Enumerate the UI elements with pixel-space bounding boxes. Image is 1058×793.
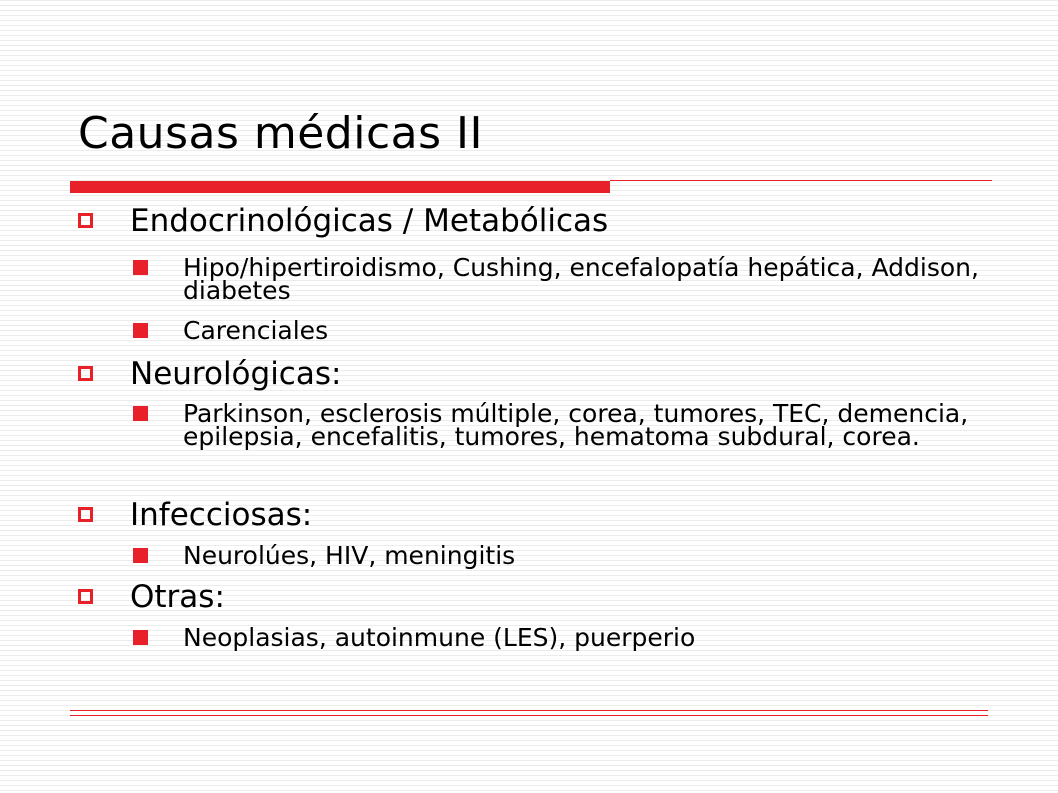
section-heading-text: Otras:: [130, 579, 225, 615]
title-underline-bar: [70, 181, 610, 193]
list-item-text: Neoplasias, autoinmune (LES), puerperio: [183, 623, 696, 652]
footer-rule: [70, 710, 988, 711]
hollow-square-bullet-icon: [78, 507, 93, 522]
section-heading-text: Endocrinológicas / Metabólicas: [130, 203, 609, 239]
filled-square-bullet-icon: [133, 406, 148, 421]
list-item: [183, 253, 983, 305]
list-item: [183, 623, 983, 652]
section-heading-infectious: [130, 497, 312, 533]
filled-square-bullet-icon: [133, 548, 148, 563]
list-item-text: Parkinson, esclerosis múltiple, corea, tumores, TEC, demencia, epilepsia, encefalitis, tumores, hematoma subdural, corea.: [183, 399, 969, 451]
filled-square-bullet-icon: [133, 323, 148, 338]
section-heading-text: Neurológicas:: [130, 356, 342, 392]
filled-square-bullet-icon: [133, 260, 148, 275]
section-heading-endocrine: [130, 203, 608, 239]
list-item-text: Hipo/hipertiroidismo, Cushing, encefalopatía hepática, Addison, diabetes: [183, 253, 979, 305]
list-item: [183, 541, 983, 570]
title-underline-rule: [610, 180, 992, 181]
list-item: [183, 316, 983, 345]
list-item: [183, 399, 983, 451]
section-heading-text: Infecciosas:: [130, 497, 313, 533]
hollow-square-bullet-icon: [78, 213, 93, 228]
list-item-text: Neurolúes, HIV, meningitis: [183, 541, 516, 570]
hollow-square-bullet-icon: [78, 366, 93, 381]
filled-square-bullet-icon: [133, 630, 148, 645]
section-heading-other: [130, 579, 225, 615]
section-heading-neuro: [130, 356, 341, 392]
hollow-square-bullet-icon: [78, 589, 93, 604]
list-item-text: Carenciales: [183, 316, 329, 345]
footer-rule: [70, 715, 988, 716]
slide-title: Causas médicas II: [78, 108, 483, 159]
